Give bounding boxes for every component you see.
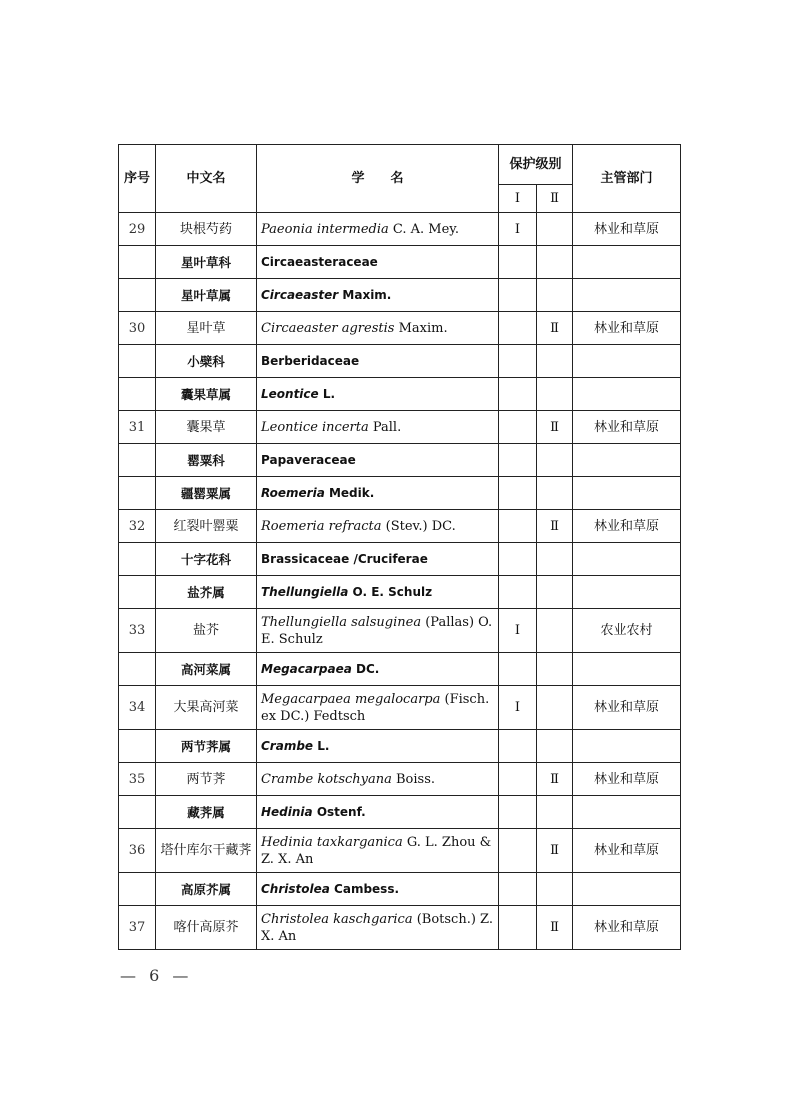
row-sci xyxy=(257,444,499,477)
row-sci xyxy=(257,345,499,378)
row-sci xyxy=(257,686,499,730)
row-dept: 林业和草原 xyxy=(573,411,681,444)
table-row xyxy=(119,576,681,609)
sci-rest: Medik. xyxy=(324,485,375,500)
row-level-1 xyxy=(499,763,537,796)
sci-italic: Hedinia taxkarganica xyxy=(261,834,403,850)
row-sci xyxy=(257,763,499,796)
sci-rest: Pall. xyxy=(368,419,402,435)
row-level-2: Ⅱ xyxy=(537,411,573,444)
row-sci xyxy=(257,906,499,950)
row-sci xyxy=(257,609,499,653)
header-level-1: Ⅰ xyxy=(499,185,537,213)
row-cn: 小檗科 xyxy=(156,345,257,378)
row-level-2: Ⅱ xyxy=(537,829,573,873)
header-cn-name: 中文名 xyxy=(156,145,257,213)
row-sci xyxy=(257,543,499,576)
table-row xyxy=(119,378,681,411)
table-row xyxy=(119,411,681,444)
sci-rest: Brassicaceae /Cruciferae xyxy=(261,551,428,566)
row-dept: 农业农村 xyxy=(573,609,681,653)
row-no: 33 xyxy=(119,609,156,653)
sci-rest: (Botsch.) Z. X. An xyxy=(261,911,493,944)
sci-rest: (Fisch. ex DC.) Fedtsch xyxy=(261,691,490,724)
table-row xyxy=(119,763,681,796)
row-sci xyxy=(257,829,499,873)
sci-rest: Maxim. xyxy=(338,287,392,302)
row-cn: 罂粟科 xyxy=(156,444,257,477)
row-level-1: Ⅰ xyxy=(499,609,537,653)
row-level-2: Ⅱ xyxy=(537,763,573,796)
row-no: 37 xyxy=(119,906,156,950)
sci-italic: Megacarpaea megalocarpa xyxy=(261,691,441,707)
row-no: 35 xyxy=(119,763,156,796)
row-dept: 林业和草原 xyxy=(573,312,681,345)
sci-italic: Thellungiella xyxy=(261,584,349,599)
row-cn: 囊果草 xyxy=(156,411,257,444)
species-table xyxy=(118,144,681,950)
row-no: 32 xyxy=(119,510,156,543)
row-dept: 林业和草原 xyxy=(573,829,681,873)
sci-italic: Christolea xyxy=(261,881,330,896)
row-sci xyxy=(257,873,499,906)
sci-italic: Hedinia xyxy=(261,804,313,819)
row-no: 36 xyxy=(119,829,156,873)
row-level-2: Ⅱ xyxy=(537,906,573,950)
row-no: 31 xyxy=(119,411,156,444)
sci-italic: Leontice incerta xyxy=(261,419,369,435)
row-cn: 塔什库尔干藏荠 xyxy=(156,829,257,873)
row-cn: 块根芍药 xyxy=(156,213,257,246)
row-cn: 星叶草科 xyxy=(156,246,257,279)
sci-italic: Thellungiella salsuginea xyxy=(261,614,422,630)
sci-italic: Leontice xyxy=(261,386,319,401)
row-sci xyxy=(257,576,499,609)
table-row xyxy=(119,543,681,576)
row-cn: 疆罂粟属 xyxy=(156,477,257,510)
sci-rest: G. L. Zhou & Z. X. An xyxy=(261,834,492,867)
row-sci xyxy=(257,279,499,312)
row-dept: 林业和草原 xyxy=(573,686,681,730)
sci-italic: Roemeria xyxy=(261,485,325,500)
row-dept: 林业和草原 xyxy=(573,510,681,543)
row-cn: 红裂叶罂粟 xyxy=(156,510,257,543)
sci-rest: Circaeasteraceae xyxy=(261,254,378,269)
row-sci xyxy=(257,378,499,411)
sci-italic: Crambe xyxy=(261,738,314,753)
sci-rest: L. xyxy=(313,738,330,753)
sci-italic: Christolea kaschgarica xyxy=(261,911,413,927)
row-level-1 xyxy=(499,411,537,444)
row-level-2: Ⅱ xyxy=(537,312,573,345)
row-level-1 xyxy=(499,312,537,345)
row-level-1: Ⅰ xyxy=(499,686,537,730)
row-dept: 林业和草原 xyxy=(573,763,681,796)
row-cn: 喀什高原芥 xyxy=(156,906,257,950)
row-cn: 十字花科 xyxy=(156,543,257,576)
row-sci xyxy=(257,312,499,345)
sci-rest: (Pallas) O. E. Schulz xyxy=(261,614,493,647)
sci-italic: Circaeaster agrestis xyxy=(261,320,395,336)
sci-rest: Maxim. xyxy=(394,320,448,336)
row-dept: 林业和草原 xyxy=(573,213,681,246)
table-row xyxy=(119,609,681,653)
row-level-2 xyxy=(537,213,573,246)
row-no: 29 xyxy=(119,213,156,246)
sci-italic: Megacarpaea xyxy=(261,661,352,676)
sci-rest: Papaveraceae xyxy=(261,452,356,467)
table-row xyxy=(119,213,681,246)
page-number: — 6 — xyxy=(120,966,193,985)
sci-rest: DC. xyxy=(351,661,380,676)
row-cn: 星叶草属 xyxy=(156,279,257,312)
row-cn: 两节荠 xyxy=(156,763,257,796)
table-row xyxy=(119,246,681,279)
row-level-1 xyxy=(499,829,537,873)
table-row xyxy=(119,653,681,686)
table-row xyxy=(119,477,681,510)
row-cn: 藏荠属 xyxy=(156,796,257,829)
row-level-1 xyxy=(499,510,537,543)
sci-rest: L. xyxy=(318,386,336,401)
table-row xyxy=(119,279,681,312)
row-no: 34 xyxy=(119,686,156,730)
header-no: 序号 xyxy=(119,145,156,213)
row-sci xyxy=(257,730,499,763)
sci-italic: Paeonia intermedia xyxy=(261,221,389,237)
header-dept: 主管部门 xyxy=(573,145,681,213)
header-sci-name: 学 名 xyxy=(257,145,499,213)
row-sci xyxy=(257,411,499,444)
sci-italic: Crambe kotschyana xyxy=(261,771,392,787)
row-cn: 高原芥属 xyxy=(156,873,257,906)
row-dept: 林业和草原 xyxy=(573,906,681,950)
row-cn: 盐芥 xyxy=(156,609,257,653)
sci-rest: (Stev.) DC. xyxy=(381,518,456,534)
row-cn: 囊果草属 xyxy=(156,378,257,411)
row-no: 30 xyxy=(119,312,156,345)
row-sci xyxy=(257,510,499,543)
sci-rest: Boiss. xyxy=(391,771,436,787)
row-sci xyxy=(257,653,499,686)
table-row xyxy=(119,510,681,543)
sci-rest: Cambess. xyxy=(329,881,400,896)
table-row xyxy=(119,829,681,873)
row-level-1 xyxy=(499,906,537,950)
sci-rest: Berberidaceae xyxy=(261,353,360,368)
row-sci xyxy=(257,246,499,279)
row-cn: 星叶草 xyxy=(156,312,257,345)
table-row xyxy=(119,345,681,378)
row-level-2 xyxy=(537,609,573,653)
sci-rest: O. E. Schulz xyxy=(348,584,433,599)
table-row xyxy=(119,730,681,763)
row-sci xyxy=(257,796,499,829)
table-row xyxy=(119,796,681,829)
table-row xyxy=(119,906,681,950)
table-row xyxy=(119,686,681,730)
row-sci xyxy=(257,477,499,510)
header-level: 保护级别 xyxy=(499,145,573,185)
sci-rest: C. A. Mey. xyxy=(388,221,460,237)
sci-rest: Ostenf. xyxy=(312,804,366,819)
table-row xyxy=(119,444,681,477)
row-level-2: Ⅱ xyxy=(537,510,573,543)
row-cn: 盐芥属 xyxy=(156,576,257,609)
row-level-2 xyxy=(537,686,573,730)
row-cn: 高河菜属 xyxy=(156,653,257,686)
row-cn: 两节荠属 xyxy=(156,730,257,763)
header-level-2: Ⅱ xyxy=(537,185,573,213)
row-cn: 大果高河菜 xyxy=(156,686,257,730)
sci-italic: Roemeria refracta xyxy=(261,518,382,534)
row-level-1: Ⅰ xyxy=(499,213,537,246)
table-row xyxy=(119,312,681,345)
sci-italic: Circaeaster xyxy=(261,287,339,302)
table-row xyxy=(119,873,681,906)
row-sci xyxy=(257,213,499,246)
